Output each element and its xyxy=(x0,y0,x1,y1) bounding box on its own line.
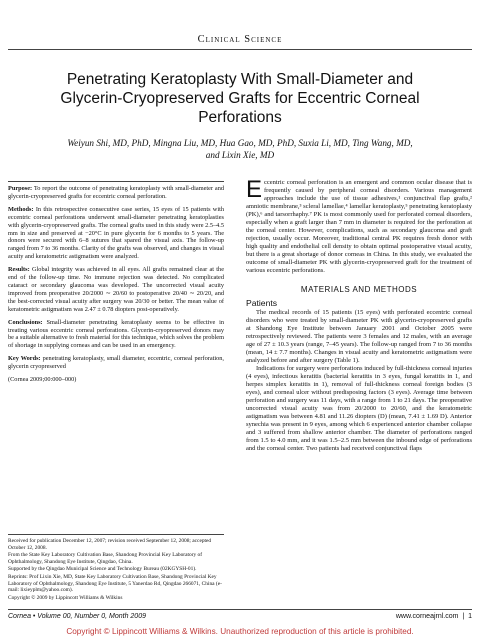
purpose-text: To report the outcome of penetrating keratoplasty with small-diameter and glycerin-cryopreserved grafts for eccentric corneal perforation. xyxy=(8,185,224,200)
copyright-notice: Copyright © Lippincott Williams & Wilkins. Unauthorized reproduction of this article is prohibited. xyxy=(66,627,414,636)
footnote-affiliation: From the State Key Laboratory Cultivation Base, Shandong Provincial Key Laboratory of Ophthalmology, Shandong Eye Institute, Qingdao, China. xyxy=(8,552,203,565)
keywords-label: Key Words: xyxy=(8,355,41,363)
section-heading: Clinical Science xyxy=(197,34,283,45)
page-separator: | xyxy=(460,613,467,620)
header-rule xyxy=(8,49,472,50)
footer-rule xyxy=(8,609,472,610)
author-list: Weiyun Shi, MD, PhD, Mingna Liu, MD, Hua Gao, MD, PhD, Suxia Li, MD, Ting Wang, MD, and Lixin Xie, MD xyxy=(67,138,413,160)
footnote-received: Received for publication December 12, 2007; revision received September 12, 2008; accepted October 12, 2008. xyxy=(8,538,212,551)
conclusions-text: Small-diameter penetrating keratoplasty seems to be effective in treating various eccentric corneal perforations. Glycerin-cryopreserved donors may be a suitable alternative to fresh material for this technique, which solves the problem of shortage in supplying corneas and can be used in an emergency. xyxy=(8,318,224,350)
patients-paragraph-1: The medical records of 15 patients (15 eyes) with perforated eccentric corneal disorders who were treated by small-diameter PK with glycerin-cryopreserved grafts at Shandong Eye Institute between January 2001 and October 2005 were retrospectively reviewed. The patients were 3 females and 12 males, with an average age of 27 ± 10.3 years (range, 7–45 years). The follow-up ranged from 7 to 36 months (mean, 14 ± 7.7 months). Changes in visual acuity and keratometric astigmatism were analyzed before and after surgery (Table 1). xyxy=(246,309,472,364)
journal-footer: Cornea • Volume 00, Number 0, Month 2009 xyxy=(8,613,146,620)
page-number: 1 xyxy=(468,613,472,620)
patients-paragraph-2: Indications for surgery were perforations induced by full-thickness corneal injuries (4 eyes), infectious keratitis (bacterial keratitis in 3 eyes, fungal keratitis in 1, and herpes simplex keratitis in 1), removal of full-thickness corneal foreign bodies (3 eyes), and corneal ulcer without predisposing factors (3 eyes). Average time between perforation and surgery was 11 days, with a range from 1 to 21 days. The preoperative uncorrected visual acuity was from 20/2000 to 20/60, and the keratometric astigmatism was between 4.81 and 11.26 diopters (D) (mean, 7.41 ± 1.69 D). Anterior synechia was present in 9 eyes, among which 6 experienced anterior chamber collapse and 3 suffered from shallow anterior chamber. The diameter of perforations ranged from 1.5 to 4.0 mm, and it was 1.5–2.5 mm between the inbound edge of perforations and the corneal center. Two patients had received conjunctival flaps xyxy=(246,365,472,452)
footnotes xyxy=(8,538,224,602)
abstract-conclusions xyxy=(8,319,224,351)
footnote-funding: Supported by the Qingdao Municipal Science and Technology Bureau (02KGYSH-01). xyxy=(8,566,197,573)
footnote-copyright: Copyright © 2009 by Lippincott Williams & Wilkins xyxy=(8,594,123,601)
citation: (Cornea 2009;00:000–000) xyxy=(8,376,77,384)
footer-site-page xyxy=(396,613,472,620)
methods-text: In this retrospective consecutive case series, 15 eyes of 15 patients with eccentric corneal perforations underwent small-diameter penetrating keratoplasties with glycerin-cryopreserved grafts. The corneal grafts used in this study were 2.5–4.5 mm in size and preserved at −20°C in pure glycerin for 6 months to 5 years. The donors were secured with 6–8 sutures that spared the visual axis. The follow-up ranged from 7 to 36 months. Clarity of the grafts was observed, and changes in visual acuity and keratometric astigmatism were analyzed. xyxy=(8,205,224,261)
abstract xyxy=(8,181,224,389)
article-title: Penetrating Keratoplasty With Small-Diameter and Glycerin-Cryopreserved Grafts for Eccentric Corneal Perforations xyxy=(60,71,420,126)
intro-paragraph xyxy=(246,176,472,275)
abstract-methods xyxy=(8,206,224,261)
body-column xyxy=(246,176,472,453)
keywords-text: penetrating keratoplasty, small diameter, eccentric, corneal perforation, glycerin cryopreserved xyxy=(8,355,224,371)
results-text: Global integrity was achieved in all eyes. All grafts remained clear at the end of the follow-up time. No immune rejection was detected. No complicated cataract or secondary glaucoma was developed. The uncorrected visual acuity improved from preoperative 20/2000 ∼ 20/60 to postoperative 20/40 ∼ 20/20, and the best-corrected visual acuity after surgery was 20/30 or better. The mean value of keratometric astigmatism was 2.47 ± 0.78 diopters post-operatively. xyxy=(8,266,224,313)
footnote-reprints: Reprints: Prof Lixin Xie, MD, State Key Laboratory Cultivation Base, Shandong Provincial Key Laboratory of Ophthalmology, Shandong Eye Institute, 5 Yanerdao Rd, Qingdao 266071, China (e-mail: lixieyplm@yahoo.com). xyxy=(8,573,222,594)
purpose-label: Purpose: xyxy=(8,185,33,192)
materials-methods-heading: MATERIALS AND METHODS xyxy=(300,285,418,294)
abstract-keywords xyxy=(8,355,224,371)
abstract-results xyxy=(8,266,224,313)
intro-text: ccentric corneal perforation is an emergent and common ocular disease that is frequently caused by peripheral corneal disorders. Various management approaches include the use of tissue adhesives,¹ conjunctival flap grafts,² amniotic membrane,³ scleral lamellae,⁴ lamellar keratoplasty,⁵ penetrating keratoplasty (PK),⁶ and tarsorrhaphy.⁷ PK is most commonly used for perforated corneal disorders, especially when a graft larger than 7 mm in diameter is required for the perforation at the corneal center. However, complications, such as secondary glaucoma and graft rejection, usually occur. Moreover, traditional central PK requires fresh donor with high quality and endothelial cell density to obtain optimal postoperative visual acuity, but there is a great shortage of donor corneas in China. In this study, we evaluated the outcome of small-diameter PK with glycerin-cryopreserved graft for the treatment of various eccentric perforations. xyxy=(246,179,472,274)
methods-label: Methods: xyxy=(8,205,34,213)
conclusions-label: Conclusions: xyxy=(8,318,43,326)
footnote-rule xyxy=(8,534,224,535)
drop-cap: E xyxy=(246,176,263,203)
results-label: Results: xyxy=(8,266,30,274)
abstract-purpose xyxy=(8,185,224,201)
journal-url[interactable]: www.corneajrnl.com xyxy=(395,613,459,620)
patients-heading: Patients xyxy=(246,298,278,308)
